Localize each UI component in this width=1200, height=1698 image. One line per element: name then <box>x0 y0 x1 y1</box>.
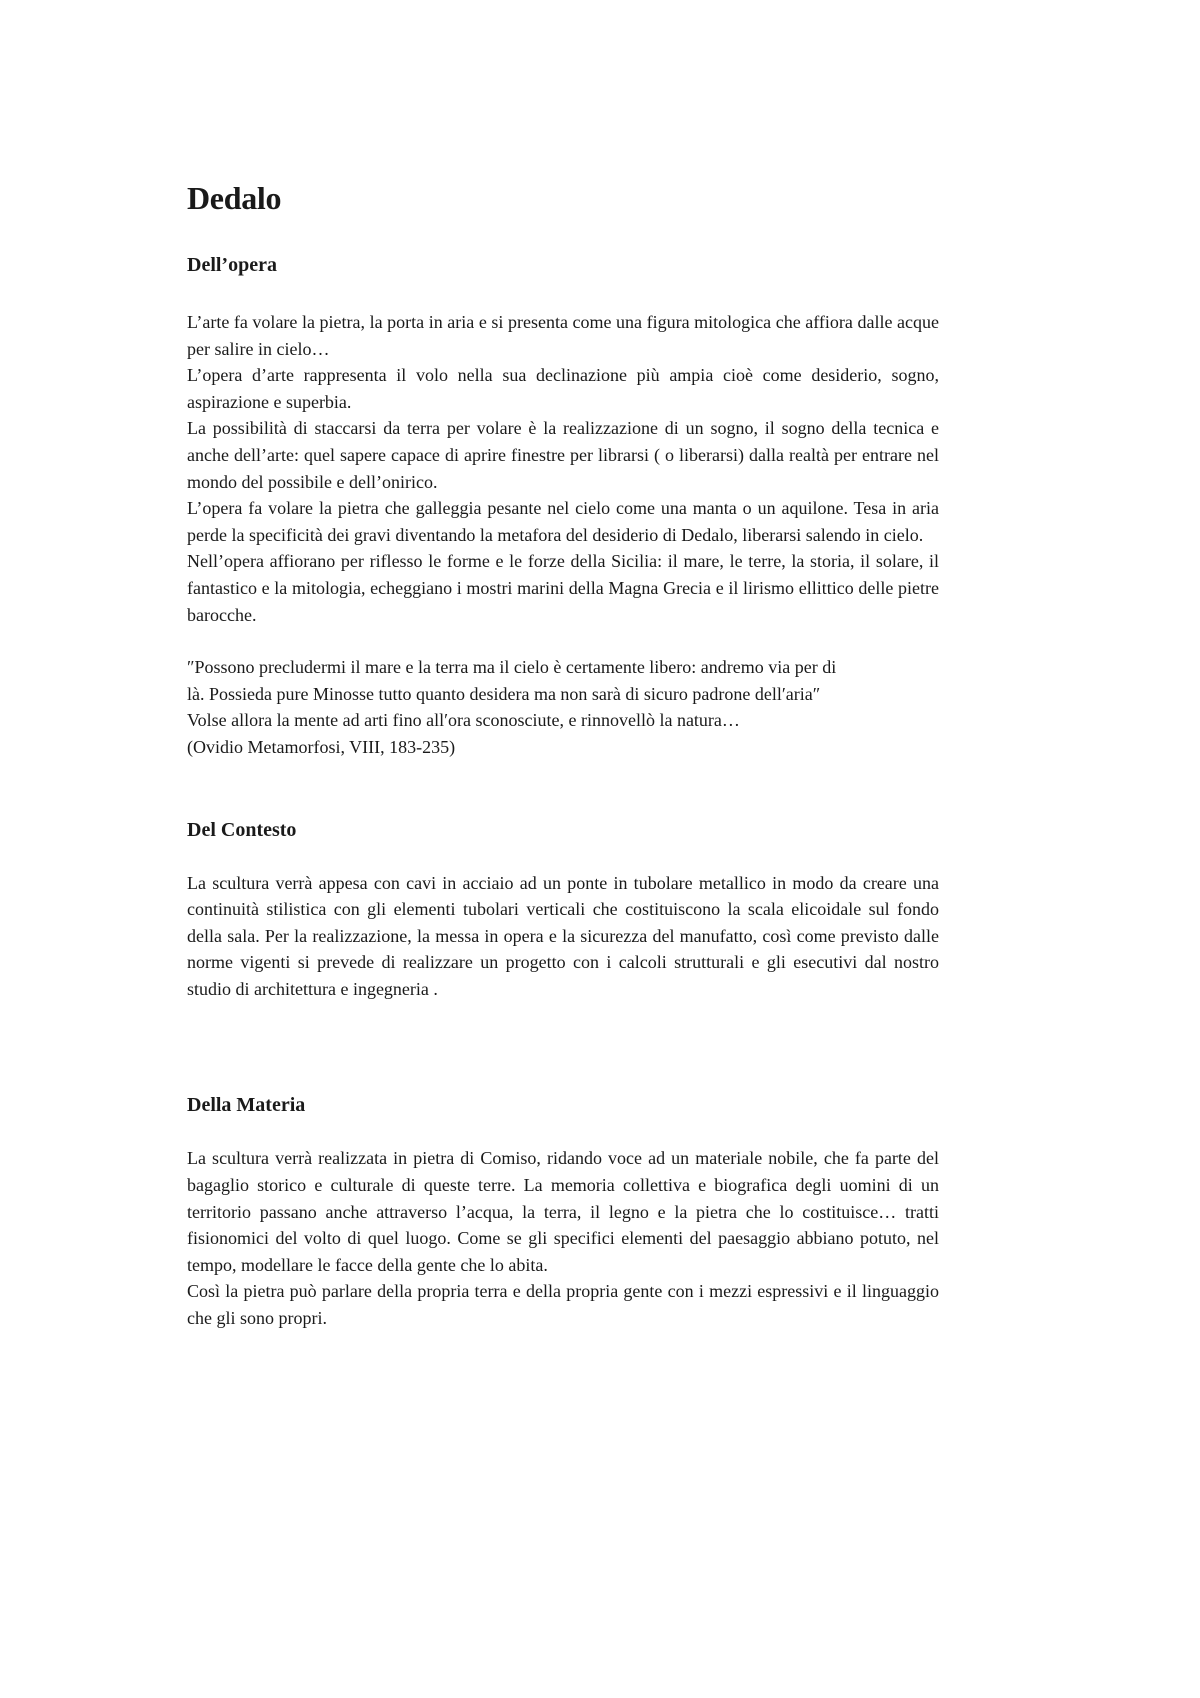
section-body-materia <box>187 1145 939 1331</box>
document-title: Dedalo <box>187 180 282 216</box>
quote-line: ″Possono precludermi il mare e la terra ma il cielo è certamente libero: andremo via per di <box>187 657 837 678</box>
section-heading-opera: Dell’opera <box>187 254 277 276</box>
document-page <box>187 178 939 1332</box>
ovid-quote <box>187 654 939 760</box>
section-heading-materia: Della Materia <box>187 1094 306 1117</box>
paragraph: La scultura verrà realizzata in pietra di Comiso, ridando voce ad un materiale nobile, che fa parte del bagaglio storico e culturale di queste terre. La memoria collettiva e biografica degli uomini di un territorio passano anche attraverso l’acqua, la terra, il legno e la pietra che lo costituisce… tratti fisionomici del volto di quel luogo. Come se gli specifici elementi del paesaggio abbiano potuto, nel tempo, modellare le facce della gente che lo abita. <box>187 1148 939 1275</box>
paragraph: La scultura verrà appesa con cavi in acciaio ad un ponte in tubolare metallico in modo da creare una continuità stilistica con gli elementi tubolari verticali che costituiscono la scala elicoidale sul fondo della sala. Per la realizzazione, la messa in opera e la sicurezza del manufatto, così come previsto dalle norme vigenti si prevede di realizzare un progetto con i calcoli strutturali e gli esecutivi dal nostro studio di architettura e ingegneria . <box>187 872 939 999</box>
paragraph: L’arte fa volare la pietra, la porta in aria e si presenta come una figura mitologica che affiora dalle acque per salire in cielo… <box>187 312 939 359</box>
section-heading-contesto: Del Contesto <box>187 818 297 841</box>
quote-line: Volse allora la mente ad arti fino all′ora sconosciute, e rinnovellò la natura… <box>187 710 740 731</box>
quote-line: là. Possieda pure Minosse tutto quanto desidera ma non sarà di sicuro padrone dell′aria″ <box>187 683 821 704</box>
section-contesto <box>187 817 939 1003</box>
quote-citation: (Ovidio Metamorfosi, VIII, 183-235) <box>187 736 456 757</box>
paragraph: La possibilità di staccarsi da terra per volare è la realizzazione di un sogno, il sogno della tecnica e anche dell’arte: quel sapere capace di aprire finestre per librarsi ( o liberarsi) dalla realtà per entrare nel mondo del possibile e dell’onirico. <box>187 418 939 492</box>
section-body-contesto <box>187 870 939 1003</box>
paragraph: Nell’opera affiorano per riflesso le forme e le forze della Sicilia: il mare, le terre, la storia, il solare, il fantastico e la mitologia, echeggiano i mostri marini della Magna Grecia e il lirismo ellittico delle pietre barocche. <box>187 551 939 625</box>
section-materia <box>187 1092 939 1331</box>
section-opera <box>187 252 939 761</box>
paragraph: Così la pietra può parlare della propria terra e della propria gente con i mezzi espressivi e il linguaggio che gli sono propri. <box>187 1281 939 1329</box>
paragraph: L’opera d’arte rappresenta il volo nella sua declinazione più ampia cioè come desiderio, sogno, aspirazione e superbia. <box>187 365 939 412</box>
section-body-opera <box>187 309 939 628</box>
paragraph: L’opera fa volare la pietra che galleggia pesante nel cielo come una manta o un aquilone. Tesa in aria perde la specificità dei gravi diventando la metafora del desiderio di Dedalo, liberarsi salendo in cielo. <box>187 498 939 545</box>
